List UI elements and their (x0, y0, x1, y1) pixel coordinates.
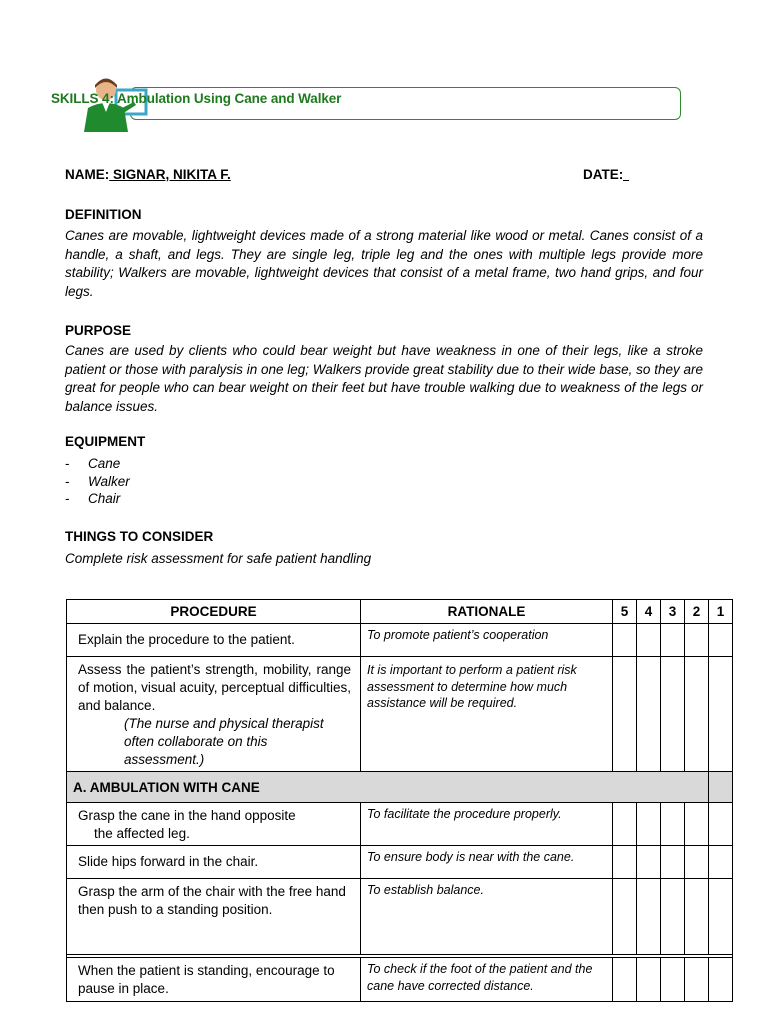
table-row (67, 879, 733, 955)
score-cell[interactable] (637, 803, 661, 846)
col-score-5: 5 (613, 600, 637, 624)
date-label: DATE: (583, 167, 624, 182)
score-cell[interactable] (709, 846, 733, 879)
col-rationale: RATIONALE (361, 600, 613, 624)
purpose-heading: PURPOSE (65, 323, 132, 338)
rationale-cell: To facilitate the procedure properly. (361, 803, 613, 846)
score-cell[interactable] (709, 803, 733, 846)
procedure-cell: When the patient is standing, encourage to pause in place. (67, 958, 361, 1002)
col-score-1: 1 (709, 600, 733, 624)
consider-heading: THINGS TO CONSIDER (65, 529, 214, 544)
name-value: SIGNAR, NIKITA F. (113, 167, 231, 182)
table-row (67, 846, 733, 879)
rationale-cell: To ensure body is near with the cane. (361, 846, 613, 879)
section-row-end (709, 772, 733, 803)
score-cell[interactable] (685, 846, 709, 879)
rationale-cell: It is important to perform a patient risk assessment to determine how much assistance will be required. (361, 657, 613, 772)
score-cell[interactable] (661, 624, 685, 657)
procedure-note: (The nurse and physical therapist often collaborate on this assessment.) (124, 716, 324, 767)
equipment-heading: EQUIPMENT (65, 434, 146, 449)
purpose-text: Canes are used by clients who could bear weight but have weakness in one of their legs, like a stroke patient or those with paralysis in one leg; Walkers provide great stability due to their wide base, so they are great for people who can bear weight on their feet but have trouble walking due to weakness of the legs or balance issues. (65, 343, 703, 414)
rationale-cell: To promote patient’s cooperation (361, 624, 613, 657)
page-title: SKILLS 4: Ambulation Using Cane and Walker (51, 91, 342, 106)
score-cell[interactable] (685, 657, 709, 772)
table-row (67, 803, 733, 846)
name-field (65, 167, 231, 182)
score-cell[interactable] (637, 879, 661, 955)
section-a-heading: A. AMBULATION WITH CANE (67, 772, 709, 803)
score-cell[interactable] (637, 624, 661, 657)
date-blank (623, 168, 629, 181)
score-cell[interactable] (661, 879, 685, 955)
score-cell[interactable] (637, 958, 661, 1002)
col-score-2: 2 (685, 600, 709, 624)
score-cell[interactable] (661, 958, 685, 1002)
procedure-table (66, 599, 733, 1002)
col-procedure: PROCEDURE (67, 600, 361, 624)
table-header-row (67, 600, 733, 624)
date-field (583, 167, 629, 182)
procedure-cell: Slide hips forward in the chair. (67, 846, 361, 879)
score-cell[interactable] (613, 846, 637, 879)
score-cell[interactable] (613, 657, 637, 772)
procedure-cell: Explain the procedure to the patient. (67, 624, 361, 657)
table-row (67, 624, 733, 657)
score-cell[interactable] (613, 624, 637, 657)
score-cell[interactable] (613, 958, 637, 1002)
score-cell[interactable] (613, 803, 637, 846)
list-item: - Cane (65, 456, 121, 471)
name-label: NAME: (65, 167, 110, 182)
score-cell[interactable] (709, 879, 733, 955)
score-cell[interactable] (709, 958, 733, 1002)
col-score-3: 3 (661, 600, 685, 624)
score-cell[interactable] (613, 879, 637, 955)
procedure-cell: Grasp the arm of the chair with the free hand then push to a standing position. (67, 879, 361, 955)
table-row (67, 657, 733, 772)
procedure-cell: Grasp the cane in the hand opposite the affected leg. (67, 803, 361, 846)
rationale-cell: To establish balance. (361, 879, 613, 955)
score-cell[interactable] (661, 657, 685, 772)
col-score-4: 4 (637, 600, 661, 624)
rationale-cell: To check if the foot of the patient and the cane have corrected distance. (361, 958, 613, 1002)
score-cell[interactable] (709, 624, 733, 657)
score-cell[interactable] (661, 803, 685, 846)
equipment-list (65, 455, 130, 508)
procedure-cell: Assess the patient’s strength, mobility, range of motion, visual acuity, perceptual difficulties, and balance. (The nurse and physical therapist often collaborate on this assessment.) (67, 657, 361, 772)
consider-text: Complete risk assessment for safe patient handling (65, 551, 372, 566)
score-cell[interactable] (637, 657, 661, 772)
table-row (67, 958, 733, 1002)
score-cell[interactable] (685, 803, 709, 846)
score-cell[interactable] (637, 846, 661, 879)
list-item: - Chair (65, 491, 121, 506)
list-item: - Walker (65, 473, 130, 489)
score-cell[interactable] (685, 958, 709, 1002)
definition-heading: DEFINITION (65, 207, 142, 222)
score-cell[interactable] (685, 624, 709, 657)
score-cell[interactable] (709, 657, 733, 772)
section-row (67, 772, 733, 803)
definition-text: Canes are movable, lightweight devices made of a strong material like wood or metal. Canes consist of a handle, a shaft, and legs. They are single leg, triple leg and the ones with multiple legs provide more stability; Walkers are movable, lightweight devices that consist of a metal frame, two hand grips, and four legs. (65, 228, 703, 299)
score-cell[interactable] (685, 879, 709, 955)
score-cell[interactable] (661, 846, 685, 879)
